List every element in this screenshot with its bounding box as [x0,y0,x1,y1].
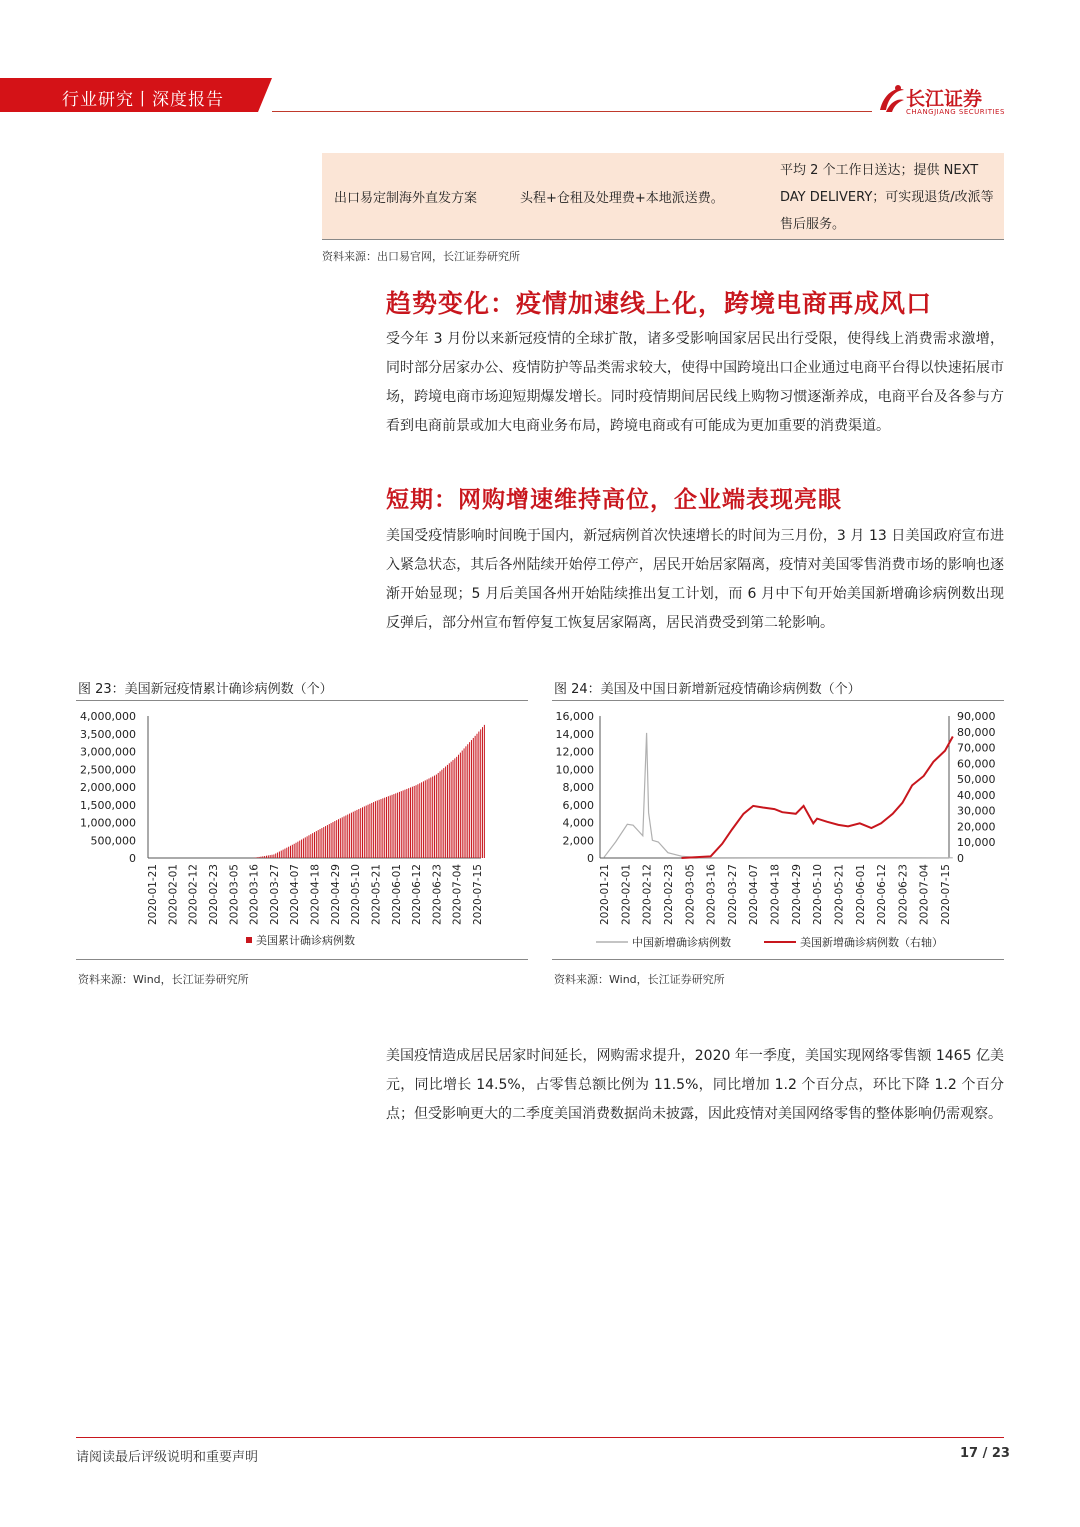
fig24-title: 图 24：美国及中国日新增新冠疫情确诊病例数（个） [554,682,861,697]
header-section-label: 行业研究丨深度报告 [62,90,224,110]
fig23-x-tick-label: 2020-01-21 [147,864,159,926]
fig24-right-tick-label: 60,000 [957,757,996,771]
fig23-y-tick-label: 3,500,000 [80,727,136,741]
fig24-x-tick-label: 2020-07-15 [940,864,952,926]
paragraph-online-retail: 美国疫情造成居民居家时间延长，网购需求提升，2020 年一季度，美国实现网络零售额 1465 亿美元，同比增长 14.5%，占零售总额比例为 11.5%，同比增加 1.2 个百分点，环比下降 1.2 个百分点；但受影响更大的二季度美国消费数据尚未披露，因此疫情对美国网络零售的整体影响仍需观察。 [386,1048,1004,1122]
fig24-right-tick-label: 50,000 [957,773,996,787]
fig24-chart [552,704,1004,958]
fig23-y-tick-label: 500,000 [90,834,136,848]
fig24-x-tick-label: 2020-02-01 [620,864,633,926]
fig24-china-line [604,733,953,858]
table-cell-service: 平均 2 个工作日送达；提供 NEXT DAY DELIVERY；可实现退货/改派等售后服务。 [780,163,994,232]
fig24-x-tick-label: 2020-06-12 [876,864,889,926]
fig23-x-tick-label: 2020-05-21 [370,864,383,926]
table-rule [322,239,1004,240]
section-heading-trend: 趋势变化：疫情加速线上化，跨境电商再成风口 [386,289,933,318]
fig23-x-tick-label: 2020-03-27 [268,864,281,926]
fig24-top-rule [552,700,1004,701]
fig23-x-tick-label: 2020-05-10 [350,864,363,926]
fig24-x-tick-label: 2020-03-16 [705,864,718,926]
fig24-x-tick-label: 2020-05-21 [833,864,846,926]
fig23-x-tick-label: 2020-06-12 [411,864,424,926]
fig24-x-tick-label: 2020-01-21 [599,864,611,926]
fig24-right-tick-label: 20,000 [957,820,996,834]
fig24-legend-label-china: 中国新增确诊病例数 [632,936,731,949]
fig23-y-tick-label: 2,000,000 [80,781,136,794]
fig24-source: 资料来源：Wind，长江证券研究所 [554,973,725,986]
logo-subtext: CHANGJIANG SECURITIES [906,108,1005,116]
fig23-y-tick-label: 1,000,000 [80,816,136,830]
fig23-x-tick-label: 2020-03-16 [248,864,261,926]
fig23-top-rule [76,700,528,701]
fig24-right-tick-label: 0 [957,852,964,865]
paragraph-short-term: 美国受疫情影响时间晚于国内，新冠病例首次快速增长的时间为三月份，3 月 13 日美国政府宣布进入紧急状态，其后各州陆续开始停工停产，居民开始居家隔离，疫情对美国零售消费市场的影响也逐渐开始显现；5 月后美国各州开始陆续推出复工计划，而 6 月中下旬开始美国新增确诊病例数出现反弹后，部分州宣布暂停复工恢复居家隔离，居民消费受到第二轮影响。 [386,528,1004,631]
paragraph-trend: 受今年 3 月份以来新冠疫情的全球扩散，诸多受影响国家居民出行受限，使得线上消费需求激增，同时部分居家办公、疫情防护等品类需求较大，使得中国跨境出口企业通过电商平台得以快速拓展市场，跨境电商市场迎短期爆发增长。同时疫情期间居民线上购物习惯逐渐养成，电商平台及各参与方看到电商前景或加大电商业务布局，跨境电商或有可能成为更加重要的消费渠道。 [386,331,1004,434]
fig24-x-tick-label: 2020-05-10 [812,864,825,926]
fig24-right-tick-label: 40,000 [957,788,996,802]
fig24-x-tick-label: 2020-03-27 [726,864,739,926]
section-heading-short-term: 短期：网购增速维持高位，企业端表现亮眼 [386,487,842,513]
fig24-left-tick-label: 12,000 [555,745,594,759]
fig24-legend-label-us: 美国新增确诊病例数（右轴） [800,936,943,949]
table-cell-plan: 出口易定制海外直发方案 [334,191,478,206]
fig23-legend-label: 美国累计确诊病例数 [256,934,355,947]
fig24-x-tick-label: 2020-06-23 [897,864,910,926]
fig24-x-tick-label: 2020-02-23 [662,864,675,926]
fig23-x-tick-label: 2020-02-01 [167,864,180,926]
fig23-x-tick-label: 2020-04-18 [309,864,322,926]
footer-disclaimer: 请阅读最后评级说明和重要声明 [76,1450,259,1465]
header-rule [272,111,872,112]
fig23-y-tick-label: 1,500,000 [80,798,136,812]
fig24-left-tick-label: 2,000 [562,834,594,848]
fig23-bottom-rule [76,959,528,960]
fig23-y-tick-label: 4,000,000 [80,710,136,723]
fig24-right-tick-label: 90,000 [957,710,996,723]
fig24-x-tick-label: 2020-06-01 [854,864,867,926]
fig23-x-tick-label: 2020-06-23 [431,864,444,926]
fig24-left-tick-label: 16,000 [555,710,594,723]
fig24-x-tick-label: 2020-04-07 [748,864,761,926]
fig23-x-tick-label: 2020-03-05 [228,864,241,926]
fig24-left-tick-label: 4,000 [562,816,594,830]
table-source: 资料来源：出口易官网，长江证券研究所 [322,250,520,263]
fig23-x-tick-label: 2020-02-12 [187,864,200,926]
fig24-left-tick-label: 8,000 [562,781,594,794]
fig24-x-tick-label: 2020-03-05 [684,864,697,926]
fig23-title: 图 23：美国新冠疫情累计确诊病例数（个） [78,682,333,697]
fig24-left-tick-label: 14,000 [555,727,594,741]
logo-icon [876,82,906,116]
footer-rule [76,1437,1004,1438]
fig23-x-tick-label: 2020-04-07 [289,864,302,926]
fig24-x-tick-label: 2020-02-12 [641,864,654,926]
fig23-chart [76,704,528,958]
fig24-right-tick-label: 80,000 [957,725,996,739]
fig24-bottom-rule [552,959,1004,960]
fig24-x-tick-label: 2020-07-04 [918,864,931,926]
fig23-legend-swatch [246,937,252,943]
fig23-y-tick-label: 2,500,000 [80,763,136,777]
fig23-x-tick-label: 2020-07-04 [451,864,464,926]
delivery-table [322,153,1004,239]
fig23-source: 资料来源：Wind，长江证券研究所 [78,973,249,986]
fig24-right-tick-label: 70,000 [957,741,996,755]
fig24-x-tick-label: 2020-04-18 [769,864,782,926]
fig24-us-line [682,737,953,859]
table-cell-fee: 头程+仓租及处理费+本地派送费。 [520,191,724,206]
fig23-x-tick-label: 2020-02-23 [207,864,220,926]
header-bar-tip [258,78,272,112]
fig24-right-tick-label: 10,000 [957,836,996,850]
fig23-y-tick-label: 3,000,000 [80,745,136,759]
logo-text: 长江证券 [906,88,983,110]
fig23-x-tick-label: 2020-06-01 [390,864,403,926]
fig23-x-tick-label: 2020-04-29 [329,864,342,926]
fig24-x-tick-label: 2020-04-29 [790,864,803,926]
fig24-left-tick-label: 10,000 [555,763,594,777]
page-number: 17 / 23 [960,1446,1010,1461]
fig24-right-tick-label: 30,000 [957,804,996,818]
fig24-left-tick-label: 0 [587,852,594,865]
fig24-left-tick-label: 6,000 [562,798,594,812]
fig23-x-tick-label: 2020-07-15 [472,864,484,926]
fig23-y-tick-label: 0 [129,852,136,865]
